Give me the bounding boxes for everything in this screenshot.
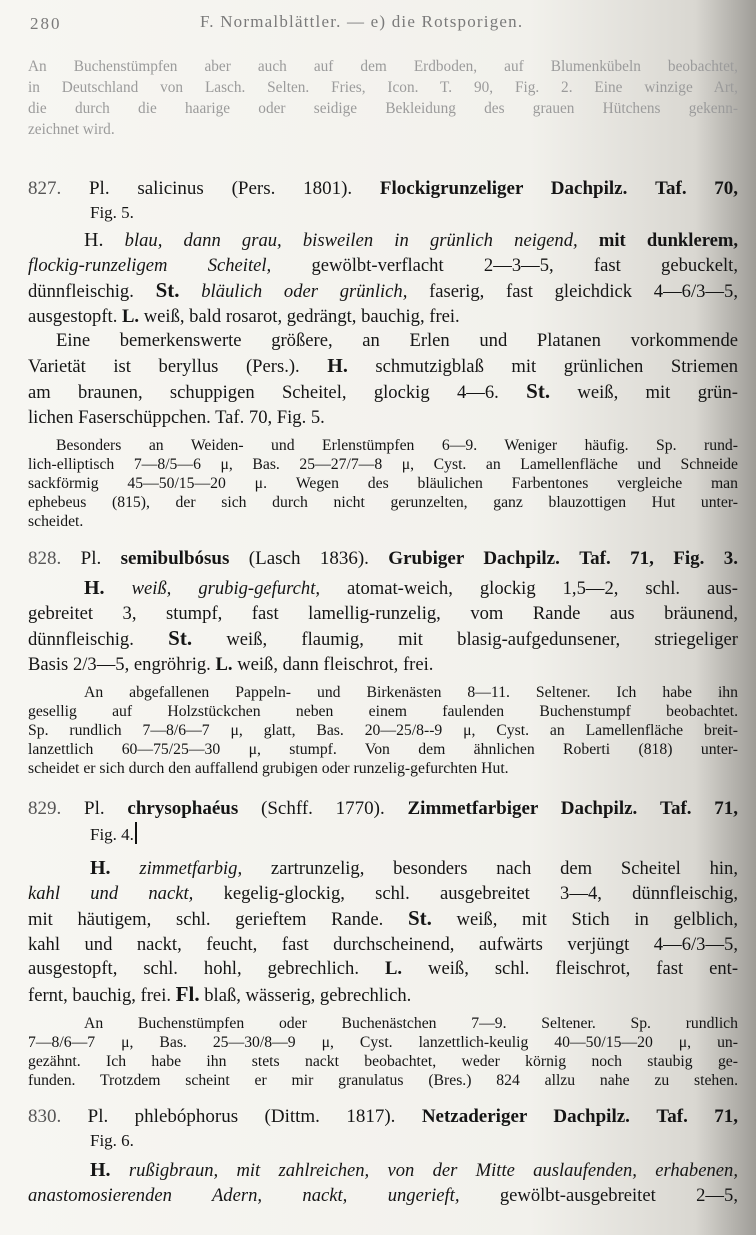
intro-paragraph [28, 56, 738, 140]
text-run: L. [122, 305, 140, 327]
text-run: (Schff. 1770). [261, 798, 385, 819]
species-entry-828 [28, 546, 738, 778]
entry-notes [28, 436, 738, 531]
text-run: Netzaderiger Dachpilz. [421, 1106, 630, 1127]
text-run: 828. [28, 548, 62, 569]
text-run: An Buchenstümpfen oder Buchenästchen 7—9. Seltener. Sp. rundlich [84, 1015, 738, 1032]
text-run: zartrunzelig, besonders nach dem Scheitel hin, [270, 858, 738, 879]
text-run: gesellig auf Holzstückchen neben einem faulenden Buchenstumpf beobachtet. [28, 703, 738, 720]
entry-title [28, 1104, 738, 1130]
text-run: chrysophaéus [127, 798, 239, 819]
text-run: ausgestopft, schl. hohl, gebrechlich. [28, 958, 359, 979]
entry-notes [28, 683, 738, 778]
intro-line [28, 77, 738, 98]
text-run: weiß, flaumig, mit blasig-aufgedunsener, striegeliger [226, 629, 738, 650]
text-run: Taf. 71, Fig. 3. [579, 548, 738, 569]
page-number: 280 [30, 14, 62, 33]
entry-notes [28, 1014, 738, 1090]
text-line [28, 576, 738, 602]
text-run: funden. Trotzdem scheint er mir granulatus (Bres.) 824 allzu nahe zu stehen. [28, 1072, 738, 1089]
text-run: am braunen, schuppigen Scheitel, glockig 4—6. [28, 382, 499, 403]
text-line [28, 254, 738, 279]
text-run: lichen Faserschüppchen. Taf. 70, Fig. 5. [28, 406, 325, 428]
text-run: weiß, grubig-gefurcht, [131, 578, 321, 599]
text-run: ausgestopft. [28, 305, 118, 327]
text-run: weiß, mit Stich in gelblich, [456, 909, 738, 930]
text-run: 830. [28, 1106, 62, 1127]
text-run: Varietät ist beryllus (Pers.). [28, 355, 300, 377]
text-run: mit dunklerem, [598, 230, 738, 251]
text-line [28, 406, 738, 431]
text-run: 827. [28, 178, 62, 199]
text-run: Grubiger Dachpilz. [388, 548, 560, 569]
text-run: (Pers. 1801). [231, 178, 353, 199]
text-run: Fl. [175, 981, 200, 1006]
text-line [28, 957, 738, 982]
entry-description [28, 1158, 738, 1208]
text-line [28, 278, 738, 305]
text-run: (Dittm. 1817). [264, 1106, 396, 1127]
text-line [28, 329, 738, 354]
text-line [28, 626, 738, 653]
text-run: Taf. 70, [655, 178, 739, 199]
entry-title [28, 176, 738, 202]
intro-line [28, 119, 738, 140]
text-run: (Lasch 1836). [248, 548, 369, 569]
text-run: dünnfleischig. [28, 629, 134, 650]
species-entry-827 [28, 176, 738, 531]
text-run: L. [384, 958, 403, 979]
text-run: lanzettlich 60—75/25—30 μ, stumpf. Von dem ähnlichen Roberti (818) unter- [28, 741, 738, 758]
text-line [28, 354, 738, 380]
text-run: bläulich oder grünlich, [201, 281, 408, 302]
text-run: die durch die haarige oder seidige Bekleidung des grauen Hütchens gekenn- [28, 100, 738, 117]
entry-description [28, 856, 738, 1008]
text-line [28, 906, 738, 933]
text-run: schmutzigblaß mit grünlichen Striemen [375, 355, 739, 377]
text-run: zimmetfarbig, [139, 858, 243, 879]
text-run: 829. [28, 798, 62, 819]
text-run: An Buchenstümpfen aber auch auf dem Erdboden, auf Blumenkübeln beobachtet, [28, 58, 738, 75]
text-run: Pl. [84, 798, 105, 819]
text-line [28, 882, 738, 907]
entry-title-cont [28, 822, 738, 846]
text-run: Taf. 71, [660, 798, 739, 819]
text-run: H. [84, 229, 104, 251]
text-run: gebreitet 3, stumpf, fast lamellig-runzelig, vom Rande aus bräunend, [28, 602, 738, 624]
text-line [28, 1184, 738, 1209]
text-run: Zimmetfarbiger Dachpilz. [407, 798, 638, 819]
text-run: blau, dann grau, bisweilen in grünlich neigend, [124, 230, 578, 251]
text-run: semibulbósus [120, 548, 230, 569]
entry-title [28, 796, 738, 822]
entry-title [28, 546, 738, 572]
text-run: scheidet er sich durch den auffallend grubigen oder runzelig-gefurchten Hut. [28, 760, 509, 777]
text-run: anastomosierenden Adern, nackt, ungerieft, [28, 1184, 460, 1206]
running-header [30, 8, 726, 36]
entry-description [28, 576, 738, 677]
text-run: Pl. [80, 548, 102, 569]
text-line [28, 228, 738, 254]
text-run: rußigbraun, mit zahlreichen, von der Mitte auslaufenden, erhabenen, [128, 1160, 738, 1181]
text-run: An abgefallenen Pappeln- und Birkenästen 8—11. Seltener. Ich habe ihn [84, 684, 738, 701]
text-run: 7—8/6—7 μ, Bas. 25—30/8—9 μ, Cyst. lanzettlich-keulig 40—50/15—20 μ, un- [28, 1034, 738, 1051]
text-run: L. [215, 653, 233, 675]
text-run: H. [84, 577, 105, 599]
text-run: Sp. rundlich 7—8/6—7 μ, glatt, Bas. 20—25/8--9 μ, Cyst. an Lamellenfläche breit- [28, 722, 738, 739]
species-entry-829 [28, 796, 738, 1090]
intro-line [28, 56, 738, 77]
text-line [28, 982, 738, 1009]
text-run: St. [526, 379, 551, 403]
text-run: mit häutigem, schl. gerieftem Rande. [28, 909, 384, 930]
text-line [28, 602, 738, 627]
text-run: dünnfleischig. [28, 281, 134, 302]
text-cursor [135, 822, 137, 844]
text-run: lich-elliptisch 7—8/5—6 μ, Bas. 25—27/7—8 μ, Cyst. an Lamellenfläche und Schneide [28, 456, 738, 473]
text-run: ephebeus (815), der sich durch nicht gerunzelten, ganz blauzottigen Hut unter- [28, 494, 738, 511]
text-run: Basis 2/3—5, engröhrig. [28, 653, 211, 675]
text-run: salicinus [137, 178, 204, 199]
text-run: H. [90, 1159, 111, 1181]
text-run: St. [155, 278, 180, 302]
text-run: kahl und nackt, [28, 882, 194, 904]
text-line [28, 856, 738, 882]
text-run: St. [168, 626, 193, 650]
running-title: F. Normalblättler. — e) die Rotsporigen. [200, 12, 524, 31]
text-run: Taf. 71, [656, 1106, 738, 1127]
text-line [28, 379, 738, 406]
text-run: weiß, schl. fleischrot, fast ent- [428, 958, 739, 979]
text-run: zeichnet wird. [28, 121, 115, 138]
text-run: weiß, mit grün- [577, 382, 738, 403]
text-run: Pl. [88, 178, 110, 199]
text-run: sackförmig 45—50/15—20 μ. Wegen des bläulichen Farbentones vergleiche man [28, 475, 738, 492]
text-run: Fig. 4. [90, 825, 134, 844]
text-run: Besonders an Weiden- und Erlenstümpfen 6—9. Weniger häufig. Sp. rund- [56, 437, 738, 454]
text-run: phlebóphorus [134, 1106, 239, 1127]
text-run: gezähnt. Ich habe ihn stets nackt beobachtet, weder körnig noch staubig ge- [28, 1053, 738, 1070]
text-run: gewölbt-ausgebreitet 2—5, [499, 1184, 738, 1206]
text-run: in Deutschland von Lasch. Selten. Fries, Icon. T. 90, Fig. 2. Eine winzige Art, [28, 79, 738, 96]
entry-title-cont: Fig. 6. [90, 1131, 134, 1150]
text-run: blaß, wässerig, gebrechlich. [204, 984, 412, 1006]
species-entry-830 [28, 1104, 738, 1208]
text-line [28, 305, 738, 330]
text-run: flockig-runzeligem Scheitel, [28, 254, 272, 276]
text-run: weiß, dann fleischrot, frei. [237, 653, 434, 675]
text-line [28, 933, 738, 958]
text-run: gewölbt-verflacht 2—3—5, fast gebuckelt, [311, 254, 738, 276]
text-run: kegelig-glockig, schl. ausgebreitet 3—4, dünnfleischig, [223, 882, 738, 904]
text-run: H. [327, 354, 348, 377]
text-run: Eine bemerkenswerte größere, an Erlen und Platanen vorkommende [56, 330, 738, 351]
text-run: atomat-weich, glockig 1,5—2, schl. aus- [347, 578, 738, 599]
text-run: faserig, fast gleichdick 4—6/3—5, [429, 281, 738, 302]
text-run: fernt, bauchig, frei. [28, 984, 172, 1006]
text-run: Pl. [87, 1106, 109, 1127]
entry-title-cont: Fig. 5. [90, 203, 134, 222]
intro-line [28, 98, 738, 119]
text-run: St. [407, 906, 432, 930]
text-run: Flockigrunzeliger Dachpilz. [379, 178, 628, 199]
text-line [28, 1158, 738, 1184]
text-line [28, 653, 738, 678]
text-run: H. [90, 857, 111, 879]
text-run: weiß, bald rosarot, gedrängt, bauchig, frei. [143, 305, 460, 327]
text-run: scheidet. [28, 513, 84, 530]
entry-description [28, 228, 738, 430]
text-run: kahl und nackt, feucht, fast durchscheinend, aufwärts verjüngt 4—6/3—5, [28, 933, 738, 955]
